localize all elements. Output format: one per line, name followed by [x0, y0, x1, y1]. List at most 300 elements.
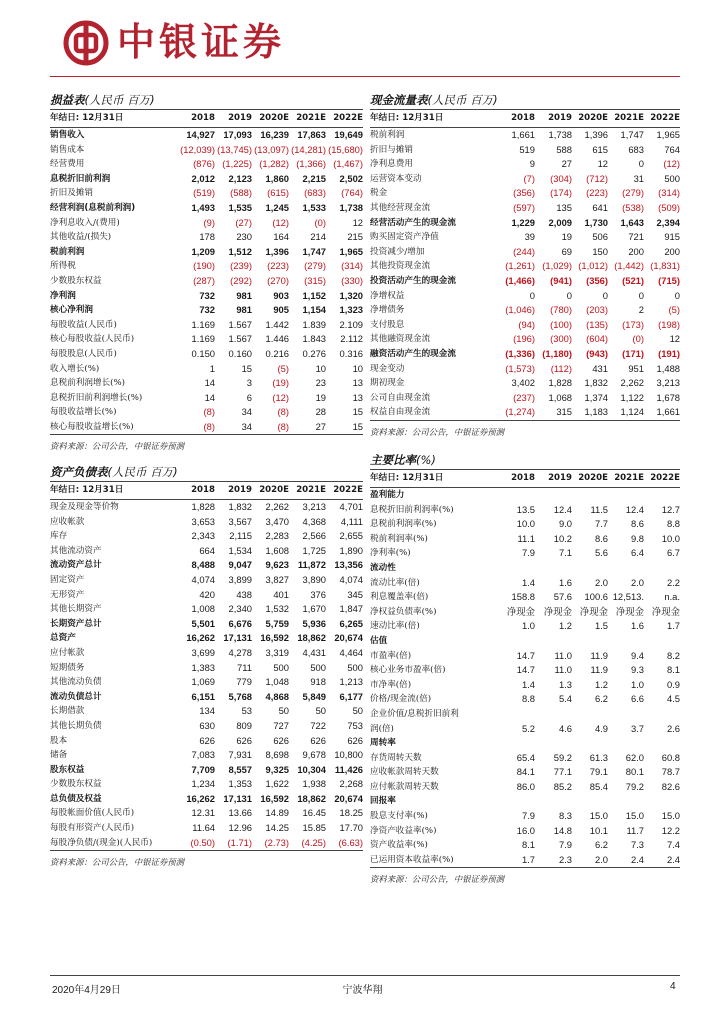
cell-value: 1,747: [620, 129, 644, 140]
cell-value: 8.1: [521, 839, 535, 851]
cell-value: 100.6: [584, 591, 608, 603]
cell-value: 500: [310, 661, 326, 673]
cell-value: 951: [628, 362, 644, 374]
cell-value: 16,262: [186, 632, 215, 644]
cell-value: 905: [273, 304, 289, 316]
cell-value: 6.4: [630, 547, 644, 559]
cell-value: 1,229: [511, 216, 535, 228]
cell-value: 1,534: [228, 544, 252, 556]
cell-value: 17,131: [223, 792, 252, 804]
cell-value: 7,083: [191, 749, 215, 761]
cell-value: 12.96: [228, 822, 252, 834]
row-label: 长期借款: [50, 706, 85, 717]
cell-value: (314): [341, 260, 363, 272]
cell-value: [535, 634, 572, 649]
row-label: 每股收益增长(%): [50, 407, 117, 418]
cell-value: 3,653: [191, 515, 215, 527]
panel-title-text: 损益表: [50, 93, 85, 107]
row-label: 其他收益/(损失): [50, 232, 112, 243]
cell-value: 15.85: [302, 822, 326, 834]
cell-value: 3,567: [228, 515, 252, 527]
cell-value: 9: [529, 158, 535, 170]
row-label: 回报率: [370, 796, 396, 807]
table-row: [370, 289, 680, 304]
table-row: [370, 245, 680, 260]
table-row: [50, 617, 363, 632]
cell-value: 17,131: [223, 632, 252, 644]
cell-value: (1,573): [505, 362, 535, 374]
row-label: 价格/现金流(倍): [370, 694, 432, 705]
cell-value: (223): [267, 260, 289, 272]
cell-value: 1.7: [666, 620, 680, 632]
cell-value: 2.109: [339, 318, 363, 330]
column-header-year: 2022E: [644, 110, 680, 128]
cell-value: 1,323: [339, 304, 363, 316]
cell-value: [535, 488, 572, 503]
table-row: [50, 704, 363, 719]
cell-value: 10,800: [334, 749, 363, 761]
cell-value: (223): [586, 187, 608, 199]
cell-value: (198): [658, 318, 680, 330]
cell-value: 15.0: [625, 810, 644, 822]
table-row: [370, 824, 680, 839]
table-row: [370, 517, 680, 532]
cell-value: 1,124: [608, 405, 644, 420]
table-row: [50, 157, 363, 172]
cell-value: 7.9: [521, 547, 535, 559]
cell-value: 8.8: [666, 518, 680, 530]
cell-value: 6,151: [191, 690, 215, 702]
cell-value: 0.316: [339, 347, 363, 359]
cell-value: (356): [513, 187, 535, 199]
cell-value: 630: [199, 719, 215, 731]
cell-value: 506: [592, 231, 608, 243]
cell-value: 净现金: [543, 605, 572, 617]
cell-value: (27): [235, 216, 252, 228]
cell-value: 18,862: [297, 632, 326, 644]
row-label: 税前利润率(%): [370, 533, 428, 544]
cell-value: 12.2: [661, 824, 680, 836]
cell-value: [498, 736, 535, 751]
cell-value: 4,074: [191, 573, 215, 585]
header-divider: [50, 76, 680, 77]
table-row: [370, 230, 680, 245]
cell-value: 净现金: [506, 605, 535, 617]
cell-value: 0.150: [191, 347, 215, 359]
cell-value: [608, 707, 644, 722]
row-label: 估值: [370, 635, 388, 646]
cell-value: 7.1: [558, 547, 572, 559]
cell-value: 1,860: [265, 172, 289, 184]
cell-value: (94): [518, 318, 535, 330]
table-row: [370, 201, 680, 216]
cell-value: 1.0: [630, 678, 644, 690]
table-row: [370, 722, 680, 737]
cell-value: 1,353: [228, 778, 252, 790]
cell-value: (12): [663, 158, 680, 170]
cell-value: 12.4: [625, 503, 644, 515]
cell-value: (1,466): [505, 274, 535, 286]
cell-value: 12: [597, 158, 608, 170]
cell-value: 2,283: [265, 530, 289, 542]
table-row: [370, 318, 680, 333]
cell-value: (1,831): [650, 260, 680, 272]
panel-title: [370, 90, 680, 110]
table-row: [370, 649, 680, 664]
cell-value: 14.7: [516, 664, 535, 676]
row-label: 核心每股收益(人民币): [50, 334, 135, 345]
cell-value: 3.7: [630, 722, 644, 734]
cell-value: (203): [586, 304, 608, 316]
cell-value: 1,008: [191, 603, 215, 615]
cell-value: 16.0: [516, 824, 535, 836]
cell-value: [644, 794, 680, 809]
cell-value: 1,396: [584, 129, 608, 140]
cell-value: 10,304: [297, 763, 326, 775]
cell-value: [608, 488, 644, 503]
cell-value: 53: [241, 705, 252, 717]
table-row: [50, 675, 363, 690]
source-note: 资料来源：公司公告，中银证券预测: [50, 441, 184, 452]
row-label: 储备: [50, 750, 68, 761]
panel-title-unit: (%): [416, 453, 436, 467]
cell-value: 12.4: [553, 503, 572, 515]
cell-value: 1.567: [228, 318, 252, 330]
table-row: [50, 376, 363, 391]
cell-value: 0.216: [265, 347, 289, 359]
cell-value: 588: [556, 143, 572, 155]
cell-value: (304): [550, 172, 572, 184]
cell-value: 1,152: [302, 289, 326, 301]
cell-value: 721: [628, 231, 644, 243]
cell-value: (173): [622, 318, 644, 330]
column-header-label: 年结日: 12月31日: [370, 110, 498, 128]
table-row: [50, 259, 363, 274]
cell-value: (14,281): [291, 143, 326, 155]
cell-value: 7.9: [558, 839, 572, 851]
cell-value: (300): [550, 333, 572, 345]
cell-value: 4,074: [339, 573, 363, 585]
table-row: [50, 318, 363, 333]
cell-value: 1,493: [191, 201, 215, 213]
cell-value: 1.0: [521, 620, 535, 632]
cell-value: 1.7: [498, 853, 535, 868]
cell-value: 2,340: [228, 603, 252, 615]
cell-value: 7,709: [191, 763, 215, 775]
cell-value: 1,068: [548, 391, 572, 403]
cell-value: 3,319: [265, 646, 289, 658]
cell-value: 27: [561, 158, 572, 170]
cell-value: (0.50): [178, 836, 215, 851]
row-label: 期初现金: [370, 378, 405, 389]
panel-title-unit: (人民币 百万): [84, 93, 155, 107]
cell-value: 4,868: [265, 690, 289, 702]
cell-value: 4,368: [302, 515, 326, 527]
cell-value: 1.446: [265, 333, 289, 345]
cell-value: (1,336): [505, 347, 535, 359]
cell-value: 80.1: [625, 766, 644, 778]
cell-value: [535, 707, 572, 722]
cell-value: 4,111: [340, 515, 363, 527]
cell-value: 2,394: [656, 216, 680, 228]
table-row: [50, 186, 363, 201]
cell-value: 401: [273, 588, 289, 600]
cell-value: 1,069: [191, 676, 215, 688]
cell-value: 626: [273, 734, 289, 746]
table-row: [50, 544, 363, 559]
row-label: 运营资本变动: [370, 173, 422, 184]
cell-value: [644, 707, 680, 722]
cell-value: 1,661: [511, 129, 535, 140]
cell-value: 13: [352, 377, 363, 389]
cell-value: (12,039): [180, 143, 215, 155]
cell-value: 3,699: [191, 646, 215, 658]
table-row: [370, 678, 680, 693]
table-row: [370, 590, 680, 605]
table-row: [50, 230, 363, 245]
cell-value: (100): [550, 318, 572, 330]
table-row: [50, 289, 363, 304]
cell-value: 14: [204, 377, 215, 389]
row-label: 投资减少/增加: [370, 246, 425, 257]
cell-value: 2,012: [191, 172, 215, 184]
cell-value: 5,936: [302, 617, 326, 629]
row-label: 每股净负债/(现金)(人民币): [50, 836, 178, 851]
table-row: [50, 734, 363, 749]
cell-value: (5): [668, 304, 680, 316]
cell-value: (538): [622, 201, 644, 213]
table-row: [370, 838, 680, 853]
column-header-year: 2020E: [252, 110, 289, 128]
cell-value: 1,747: [302, 245, 326, 257]
cell-value: 6.2: [594, 693, 608, 705]
cell-value: 1,828: [548, 377, 572, 389]
cell-value: 15: [352, 406, 363, 418]
cell-value: 11,872: [297, 559, 326, 571]
footer-divider: [50, 975, 680, 976]
cell-value: 8.3: [558, 810, 572, 822]
cell-value: 19: [315, 391, 326, 403]
cell-value: 77.1: [553, 766, 572, 778]
table-row: [370, 362, 680, 377]
cell-value: 19,649: [334, 129, 363, 140]
column-header-year: 2021E: [608, 470, 644, 488]
table-row: [50, 420, 363, 435]
cell-value: 1,938: [302, 778, 326, 790]
cell-value: 1,512: [228, 245, 252, 257]
cell-value: (244): [513, 245, 535, 257]
cell-value: 8.2: [666, 649, 680, 661]
cell-value: 1.442: [265, 318, 289, 330]
cell-value: 1,154: [302, 304, 326, 316]
cell-value: 11.5: [590, 503, 608, 515]
cell-value: 85.4: [589, 780, 608, 792]
cell-value: 7,931: [228, 749, 252, 761]
table-row: [370, 576, 680, 591]
cell-value: 6.2: [594, 839, 608, 851]
cell-value: 11.64: [192, 822, 215, 834]
cell-value: 0.9: [666, 678, 680, 690]
row-label: 少数股东权益: [50, 275, 102, 286]
cell-value: (135): [586, 318, 608, 330]
row-label: 息税折旧前利润增长(%): [50, 392, 143, 403]
cell-value: 4,701: [339, 501, 363, 512]
cell-value: 1.6: [558, 576, 572, 588]
row-label: 现金及现金等价物: [50, 502, 119, 512]
table-row: [50, 274, 363, 289]
row-label: 每股收益(人民币): [50, 319, 117, 330]
cell-value: 14: [204, 391, 215, 403]
cell-value: 8,557: [228, 763, 252, 775]
cell-value: 1.6: [630, 620, 644, 632]
cell-value: 14.25: [265, 822, 289, 834]
cell-value: 1,725: [302, 544, 326, 556]
balance-sheet-table: [50, 482, 363, 851]
cell-value: 1.2: [558, 620, 572, 632]
row-label: 企业价值/息税折旧前利: [370, 708, 459, 719]
panel-title: [370, 450, 680, 470]
cell-value: (8): [178, 420, 215, 435]
cell-value: 1,183: [572, 405, 608, 420]
cell-value: 8.6: [594, 532, 608, 544]
table-row: [50, 573, 363, 588]
cell-value: 17,863: [297, 129, 326, 140]
panel-title-text: 现金流量表: [370, 93, 428, 107]
cell-value: 1.2: [594, 678, 608, 690]
cell-value: 10.1: [589, 824, 608, 836]
table-row: [370, 605, 680, 620]
cell-value: 12: [669, 333, 680, 345]
cell-value: 15.0: [589, 810, 608, 822]
table-row: [50, 216, 363, 231]
cell-value: 438: [236, 588, 252, 600]
cell-value: 79.2: [625, 780, 644, 792]
table-row: [50, 690, 363, 705]
cell-value: (171): [622, 347, 644, 359]
cell-value: (876): [193, 158, 215, 170]
panel-title-unit: (人民币 百万): [427, 93, 498, 107]
cell-value: (1,467): [333, 158, 363, 170]
table-row: [370, 809, 680, 824]
row-label: 应付帐款: [50, 647, 85, 658]
row-label: 其他流动负债: [50, 677, 102, 688]
cell-value: [608, 634, 644, 649]
row-label: 净增债务: [370, 305, 405, 316]
table-row: [50, 763, 363, 778]
cell-value: 5.4: [558, 693, 572, 705]
cell-value: 20,674: [334, 792, 363, 804]
table-row: [50, 128, 363, 143]
column-header-year: 2021E: [608, 110, 644, 128]
cell-value: 6,265: [339, 617, 363, 629]
row-label: 公司自由现金流: [370, 392, 431, 403]
cell-value: 1.5: [594, 620, 608, 632]
table-row: [370, 780, 680, 795]
cell-value: 683: [628, 143, 644, 155]
cell-value: [644, 488, 680, 503]
cell-value: (196): [513, 333, 535, 345]
cell-value: 626: [347, 734, 363, 746]
cell-value: 8.8: [521, 693, 535, 705]
row-label: 资产收益率(%): [370, 840, 428, 851]
cell-value: 1,738: [548, 129, 572, 140]
cell-value: 3,402: [511, 377, 535, 389]
cell-value: 1,213: [339, 676, 363, 688]
cell-value: 230: [236, 231, 252, 243]
cell-value: (1,274): [498, 405, 535, 420]
cell-value: 0: [674, 289, 680, 301]
row-label: 周转率: [370, 738, 396, 749]
cell-value: (174): [550, 187, 572, 199]
cell-value: 1.4: [521, 678, 535, 690]
cell-value: 1,622: [265, 778, 289, 790]
row-label: 总资产: [50, 633, 76, 644]
cell-value: 79.1: [589, 766, 608, 778]
row-label: 股息支付率(%): [370, 811, 428, 822]
row-label: 净利息收入/(费用): [50, 217, 120, 228]
cell-value: (4.25): [289, 836, 326, 851]
cell-value: 8.1: [666, 664, 680, 676]
cell-value: 13.5: [516, 503, 535, 515]
table-row: [50, 529, 363, 544]
cell-value: 158.8: [511, 591, 535, 603]
cell-value: (356): [586, 274, 608, 286]
table-row: [50, 515, 363, 530]
cell-value: 664: [199, 544, 215, 556]
cell-value: 1,396: [265, 245, 289, 257]
cell-value: 0: [529, 289, 535, 301]
table-row: [370, 157, 680, 172]
table-row: [370, 391, 680, 406]
cell-value: 78.7: [661, 766, 680, 778]
cell-value: 15: [241, 362, 252, 374]
cell-value: [572, 488, 608, 503]
cell-value: 18,862: [297, 792, 326, 804]
cell-value: 6,177: [339, 690, 363, 702]
row-label: 税前利润: [50, 246, 85, 257]
cell-value: 86.0: [516, 780, 535, 792]
cell-value: 6: [246, 391, 252, 403]
table-row: [50, 201, 363, 216]
cell-value: 150: [592, 245, 608, 257]
cell-value: 315: [535, 405, 572, 420]
row-label: 市净率(倍): [370, 679, 412, 690]
cell-value: 50: [315, 705, 326, 717]
table-row: [50, 792, 363, 807]
cell-value: 1,535: [228, 201, 252, 213]
cell-value: 2.4: [608, 853, 644, 868]
cell-value: (764): [341, 187, 363, 199]
cell-value: (191): [658, 347, 680, 359]
cell-value: 3,890: [302, 573, 326, 585]
cell-value: (2.73): [252, 836, 289, 851]
row-label: 所得税: [50, 261, 76, 272]
row-label: 总负债及权益: [50, 793, 102, 804]
company-name: 宁波华翔: [342, 985, 383, 996]
cell-value: 732: [199, 304, 215, 316]
cell-value: (1.71): [215, 836, 252, 851]
cell-value: (519): [193, 187, 215, 199]
cell-value: 0.276: [302, 347, 326, 359]
cell-value: (13,097): [254, 143, 289, 155]
cell-value: 11.0: [554, 649, 572, 661]
cell-value: 1,488: [656, 362, 680, 374]
column-header-year: 2018: [178, 482, 215, 500]
row-label: 利息覆盖率(倍): [370, 592, 429, 603]
cell-value: 200: [664, 245, 680, 257]
row-label: 息税折旧前利润率(%): [370, 504, 454, 515]
cell-value: 3,827: [265, 573, 289, 585]
